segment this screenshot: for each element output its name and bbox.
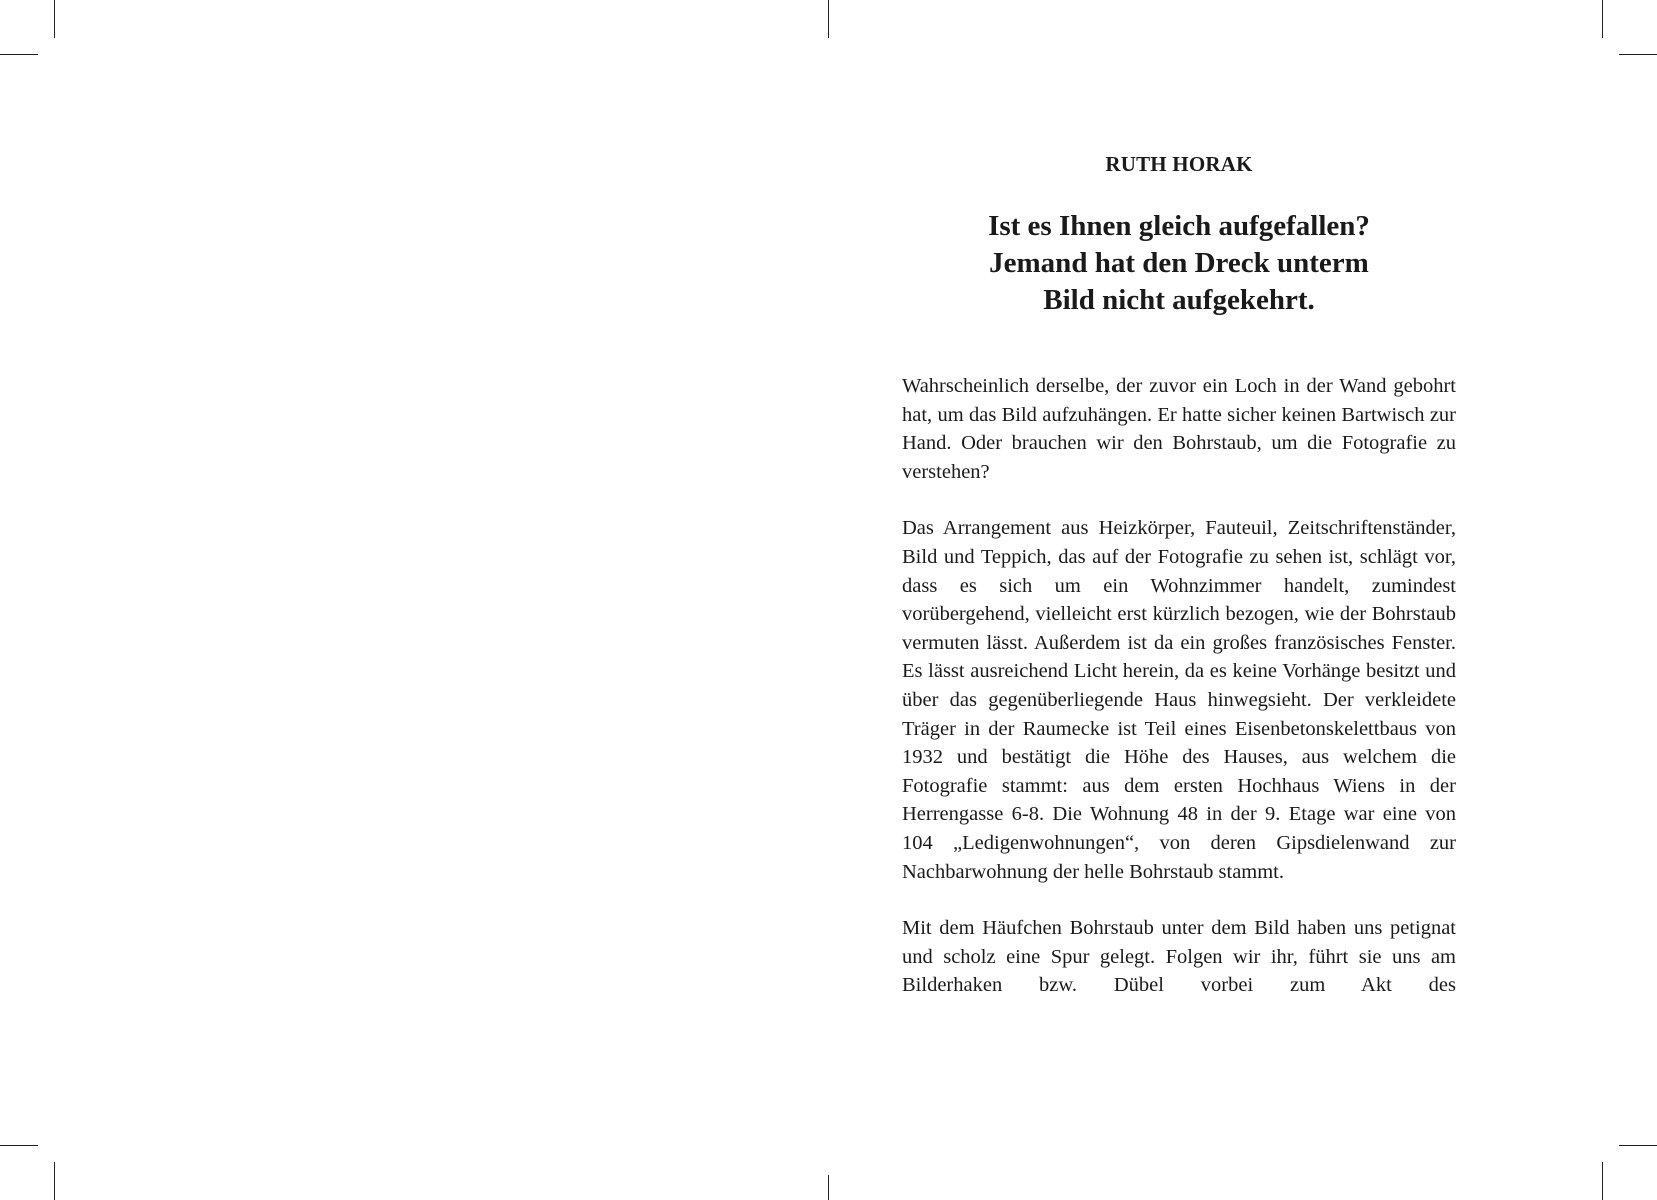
crop-mark — [0, 54, 38, 55]
crop-mark — [0, 1145, 38, 1146]
headline-line: Jemand hat den Dreck unterm — [989, 247, 1369, 279]
headline-line: Bild nicht aufgekehrt. — [1043, 284, 1315, 316]
crop-mark — [1602, 1162, 1603, 1200]
right-page — [902, 0, 1456, 1200]
headline — [902, 208, 1456, 319]
crop-mark — [54, 0, 55, 38]
crop-mark — [828, 0, 829, 38]
body-text — [902, 372, 1456, 1028]
crop-mark — [828, 1175, 829, 1200]
paragraph: Wahrscheinlich derselbe, der zuvor ein Loch in der Wand gebohrt hat, um das Bild aufzuhängen. Er hatte sicher keinen Bartwisch zur Hand. Oder brauchen wir den Bohrstaub, um die Fotografie zu verstehen? — [902, 375, 1456, 483]
headline-line: Ist es Ihnen gleich aufgefallen? — [988, 210, 1370, 242]
crop-mark — [54, 1162, 55, 1200]
paragraph: Mit dem Häufchen Bohrstaub unter dem Bild haben uns petignat und scholz eine Spur gelegt. Folgen wir ihr, führt sie uns am Bilderhaken bzw. Dübel vorbei zum Akt des — [902, 917, 1456, 997]
crop-mark — [1619, 54, 1657, 55]
paragraph: Das Arrangement aus Heizkörper, Fauteuil, Zeitschriftenständer, Bild und Teppich, das auf der Fotografie zu sehen ist, schlägt vor, dass es sich um ein Wohnzimmer handelt, zumindest vorübergehend, vielleicht erst kürzlich bezogen, wie der Bohrstaub vermuten lässt. Außerdem ist da ein großes französisches Fenster. Es lässt ausreichend Licht herein, da es keine Vorhänge besitzt und über das gegenüberliegende Haus hinwegsieht. Der verkleidete Träger in der Raumecke ist Teil eines Eisenbetonskelettbaus von 1932 und bestätigt die Höhe des Hauses, aus welchem die Fotografie stammt: aus dem ersten Hochhaus Wiens in der Herrengasse 6-8. Die Wohnung 48 in der 9. Etage war eine von 104 „Ledigenwohnungen“, von deren Gipsdielenwand zur Nachbarwohnung der helle Bohrstaub stammt. — [902, 517, 1456, 883]
crop-mark — [1602, 0, 1603, 38]
crop-mark — [1619, 1145, 1657, 1146]
author-name: RUTH HORAK — [1105, 152, 1253, 176]
